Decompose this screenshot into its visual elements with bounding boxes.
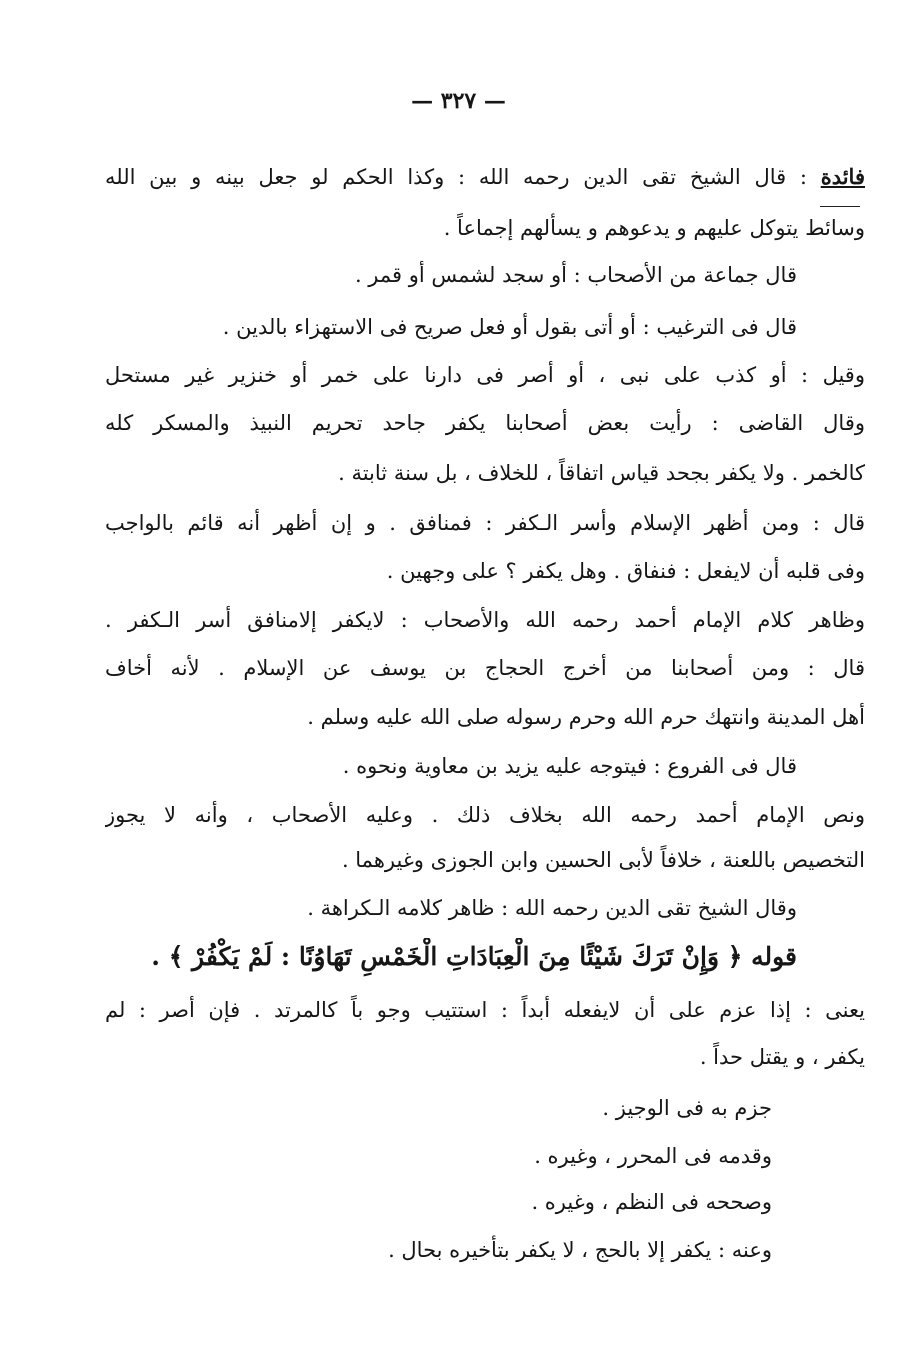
- text-line-16: وقال الشيخ تقى الدين رحمه الله : ظاهر كلامه الـكراهة .: [307, 896, 797, 920]
- text-line-2: وسائط يتوكل عليهم و يدعوهم و يسألهم إجماعاً .: [443, 216, 865, 240]
- text-line-6: وقال القاضى : رأيت بعض أصحابنا يكفر جاحد تحريم النبيذ والمسكر كله: [105, 411, 865, 435]
- text-line-18: يعنى : إذا عزم على أن لايفعله أبداً : استتيب وجو باً كالمرتد . فإن أصر : لم: [105, 998, 865, 1022]
- text-line-23: وعنه : يكفر إلا بالحج ، لا يكفر بتأخيره بحال .: [388, 1238, 772, 1262]
- text-line-13: قال فى الفروع : فيتوجه عليه يزيد بن معاوية ونحوه .: [342, 754, 797, 778]
- text-line-22: وصححه فى النظم ، وغيره .: [531, 1190, 772, 1214]
- text-line-21: وقدمه فى المحرر ، وغيره .: [534, 1144, 772, 1168]
- text-line-9: وفى قلبه أن لايفعل : فنفاق . وهل يكفر ؟ على وجهين .: [386, 559, 865, 583]
- text-line-1-body: : قال الشيخ تقى الدين رحمه الله : وكذا الحكم لو جعل بينه و بين الله: [105, 165, 821, 189]
- text-line-5: وقيل : أو كذب على نبى ، أو أصر فى دارنا على خمر أو خنزير غير مستحل: [105, 363, 865, 387]
- text-line-3: قال جماعة من الأصحاب : أو سجد لشمس أو قمر .: [354, 263, 797, 287]
- text-line-4: قال فى الترغيب : أو أتى بقول أو فعل صريح فى الاستهزاء بالدين .: [222, 315, 797, 339]
- text-line-20: جزم به فى الوجيز .: [602, 1096, 772, 1120]
- text-line-11: قال : ومن أصحابنا من أخرج الحجاج بن يوسف عن الإسلام . لأنه أخاف: [105, 656, 865, 680]
- text-line-1: [105, 162, 865, 194]
- text-line-12: أهل المدينة وانتهك حرم الله وحرم رسوله صلى الله عليه وسلم .: [307, 705, 865, 729]
- overline-mark: [820, 206, 860, 207]
- faida-heading: فائدة: [820, 164, 865, 189]
- text-line-10: وظاهر كلام الإمام أحمد رحمه الله والأصحاب : لايكفر إلامنافق أسر الـكفر .: [105, 608, 865, 632]
- page-number: — ٣٢٧ —: [411, 88, 506, 114]
- text-line-19: يكفر ، و يقتل حداً .: [699, 1045, 865, 1069]
- text-line-14: ونص الإمام أحمد رحمه الله بخلاف ذلك . وعليه الأصحاب ، وأنه لا يجوز: [105, 803, 865, 827]
- text-line-7: كالخمر . ولا يكفر بجحد قياس اتفاقاً ، للخلاف ، بل سنة ثابتة .: [338, 461, 865, 485]
- quoted-verse-line: قوله ﴿ وَإِنْ تَرَكَ شَيْئًا مِنَ الْعِبَادَاتِ الْخَمْسِ تَهَاوُنًا : لَمْ يَكْفُرْ ﴾ .: [151, 942, 797, 971]
- text-line-15: التخصيص باللعنة ، خلافاً لأبى الحسين وابن الجوزى وغيرهما .: [341, 848, 865, 872]
- text-line-8: قال : ومن أظهر الإسلام وأسر الـكفر : فمنافق . و إن أظهر أنه قائم بالواجب: [105, 511, 865, 535]
